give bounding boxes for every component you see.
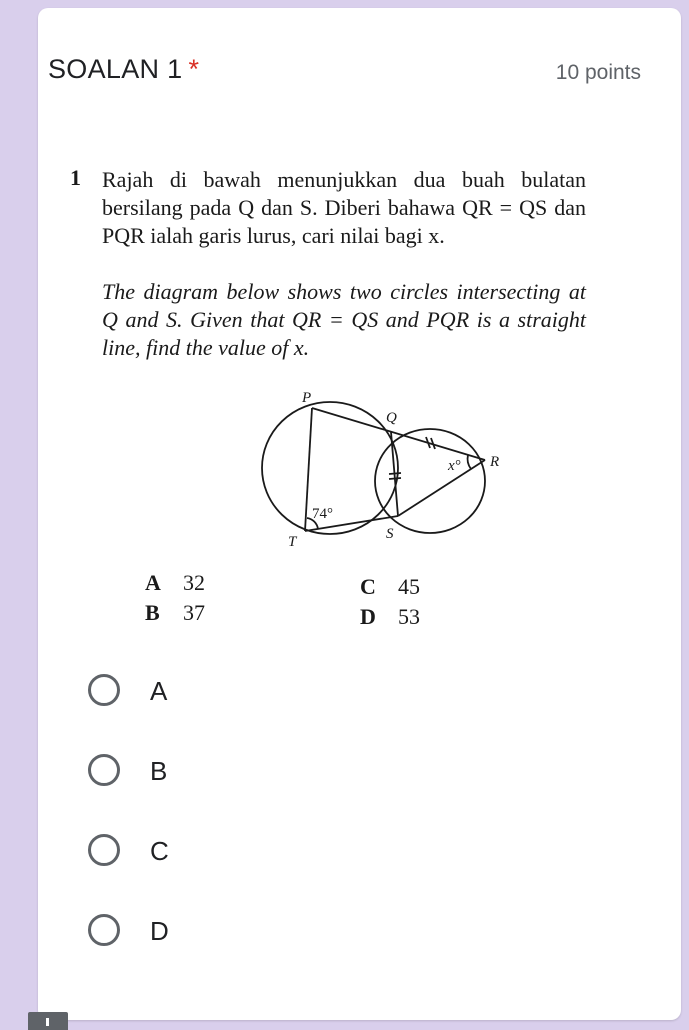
problem-number: 1 bbox=[70, 165, 81, 190]
option-c-value: 45 bbox=[398, 574, 420, 599]
label-t: T bbox=[288, 534, 297, 548]
label-q: Q bbox=[386, 410, 397, 426]
question-image bbox=[70, 160, 590, 640]
option-a bbox=[145, 570, 205, 596]
tick-qs-2 bbox=[389, 478, 401, 479]
question-title bbox=[48, 54, 199, 85]
option-d-value: 53 bbox=[398, 604, 420, 629]
choice-a-label[interactable]: A bbox=[150, 676, 168, 706]
required-asterisk: * bbox=[188, 54, 200, 84]
angle-label-x: x° bbox=[448, 458, 461, 474]
question-title-text: SOALAN 1 bbox=[48, 54, 183, 84]
problem-text-english: The diagram below shows two circles intersecting at Q and S. Given that QR = QS and PQR is a straight line, find the value of x. bbox=[102, 279, 586, 360]
choice-b-label[interactable]: B bbox=[150, 756, 168, 786]
choice-a[interactable] bbox=[86, 668, 386, 718]
question-header bbox=[48, 54, 641, 94]
choice-b[interactable] bbox=[86, 748, 386, 798]
line-pqr bbox=[312, 408, 485, 460]
radio-d[interactable] bbox=[88, 914, 120, 946]
choice-d-label[interactable]: D bbox=[150, 916, 169, 946]
line-rs bbox=[398, 460, 485, 516]
angle-arc-r bbox=[468, 455, 471, 469]
option-a-letter: A bbox=[145, 570, 161, 595]
choice-c[interactable] bbox=[86, 828, 386, 878]
option-c bbox=[360, 574, 420, 600]
label-p: P bbox=[302, 390, 312, 406]
problem-text-malay: Rajah di bawah menunjukkan dua buah bulatan bersilang pada Q dan S. Diberi bahawa QR = QS dan PQR ialah garis lurus, cari nilai bagi x. bbox=[102, 167, 586, 248]
tick-qs-1 bbox=[389, 473, 401, 474]
option-b bbox=[145, 600, 205, 626]
corner-tab[interactable] bbox=[28, 1012, 68, 1030]
option-b-value: 37 bbox=[183, 600, 205, 625]
label-r: R bbox=[490, 454, 500, 470]
option-d bbox=[360, 604, 420, 630]
circles-diagram bbox=[260, 388, 520, 548]
choice-c-label[interactable]: C bbox=[150, 836, 169, 866]
angle-label-t: 74° bbox=[312, 506, 333, 522]
line-pt bbox=[305, 408, 312, 531]
radio-c[interactable] bbox=[88, 834, 120, 866]
points-label: 10 points bbox=[555, 61, 641, 84]
option-b-letter: B bbox=[145, 600, 160, 625]
option-c-letter: C bbox=[360, 574, 376, 599]
radio-a[interactable] bbox=[88, 674, 120, 706]
label-s: S bbox=[386, 526, 394, 542]
option-a-value: 32 bbox=[183, 570, 205, 595]
corner-tab-mark bbox=[46, 1018, 49, 1026]
radio-b[interactable] bbox=[88, 754, 120, 786]
option-d-letter: D bbox=[360, 604, 376, 629]
choice-d[interactable] bbox=[86, 908, 386, 958]
